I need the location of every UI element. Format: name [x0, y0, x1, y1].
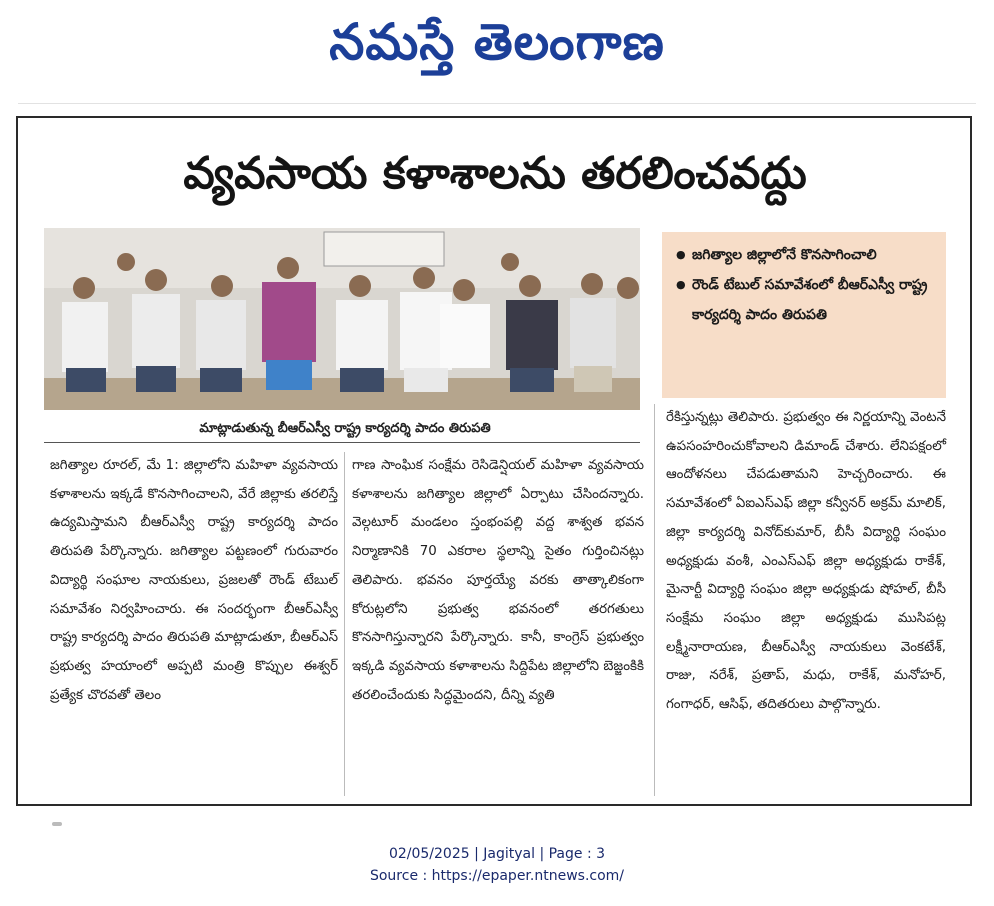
article-photo: [44, 228, 640, 410]
group-photo-illustration: [44, 228, 640, 410]
source-link[interactable]: Source : https://epaper.ntnews.com/: [369, 868, 625, 884]
photo-caption: మాట్లాడుతున్న బీఆర్ఎస్వీ రాష్ట్ర కార్యదర్శి పాదం తిరుపతి: [199, 421, 491, 436]
highlight-item: ● రౌండ్ టేబుల్ సమావేశంలో బీఆర్ఎస్వీ రాష్ట్ర కార్యదర్శి పాదం తిరుపతి: [676, 270, 936, 330]
article-headline: వ్యవసాయ కళాశాలను తరలించవద్దు: [183, 148, 807, 199]
caption-divider: [44, 442, 640, 443]
article-column-3: [666, 404, 946, 720]
article-paragraph: రేకిస్తున్నట్లు తెలిపారు. ప్రభుత్వం ఈ నిర్ణయాన్ని వెంటనే ఉపసంహరించుకోవాలని డిమాండ్ చేశారు. లేనిపక్షంలో ఆందోళనలు చేపడుతామని హెచ్చరించారు. ఈ సమావేశంలో ఏఐఎస్ఎఫ్ జిల్లా కన్వీనర్ అక్రమ్ మాలిక్, జిల్లా కార్యదర్శి వినోద్‌కుమార్, బీసీ విద్యార్థి సంఘం అధ్యక్షుడు వంశీ, ఎంఎస్ఎఫ్ జిల్లా అధ్యక్షుడు రాకేశ్, మైనార్టీ విద్యార్థి సంఘం జిల్లా అధ్యక్షుడు షోహల్, బీసీ సంక్షేమ సంఘం జిల్లా అధ్యక్షుడు ముసిపట్ల లక్ష్మీనారాయణ, బీఆర్ఎస్వీ నాయకులు వెంకటేశ్, రాజు, నరేశ్, ప్రతాప్, మధు, రాకేశ్, మనోహర్, గంగాధర్, ఆసిఫ్, తదితరులు పాల్గొన్నారు.: [666, 410, 946, 713]
column-divider: [654, 404, 655, 796]
edition-info: 02/05/2025 | Jagityal | Page : 3: [388, 846, 606, 862]
page-mark: [52, 822, 62, 826]
article-column-1: [50, 452, 338, 710]
newspaper-masthead: నమస్తే తెలంగాణ: [329, 12, 665, 71]
article-column-2: [352, 452, 644, 710]
masthead-divider: [18, 103, 976, 104]
article-paragraph: గాణ సాంఘిక సంక్షేమ రెసిడెన్షియల్ మహిళా వ్యవసాయ కళాశాలను జగిత్యాల జిల్లాలో ఏర్పాటు చేసిందన్నారు. వెల్గటూర్ మండలం స్తంభంపల్లి వద్ద శాశ్వత భవన నిర్మాణానికి 70 ఎకరాల స్థలాన్ని సైతం గుర్తించినట్లు తెలిపారు. భవనం పూర్తయ్యే వరకు తాత్కాలికంగా కోరుట్లలోని ప్రభుత్వ భవనంలో తరగతులు కొనసాగిస్తున్నారని పేర్కొన్నారు. కానీ, కాంగ్రెస్ ప్రభుత్వం ఇక్కడి వ్యవసాయ కళాశాలను సిద్దిపేట జిల్లాలోని బెజ్జంకికి తరలించేందుకు సిద్ధమైందని, దీన్ని వ్యతి: [352, 458, 644, 703]
column-divider: [344, 452, 345, 796]
highlights-box: [662, 232, 946, 398]
article-paragraph: జగిత్యాల రూరల్, మే 1: జిల్లాలోని మహిళా వ్యవసాయ కళాశాలను ఇక్కడే కొనసాగించాలని, వేరే జిల్లాకు తరలిస్తే ఉద్యమిస్తామని బీఆర్ఎస్వీ రాష్ట్ర కార్యదర్శి పాదం తిరుపతి పేర్కొన్నారు. జగిత్యాల పట్టణంలో గురువారం విద్యార్థి సంఘాల నాయకులు, ప్రజలతో రౌండ్ టేబుల్ సమావేశం నిర్వహించారు. ఈ సందర్భంగా బీఆర్ఎస్వీ రాష్ట్ర కార్యదర్శి పాదం తిరుపతి మాట్లాడుతూ, బీఆర్ఎస్ ప్రభుత్వ హయాంలో అప్పటి మంత్రి కొప్పుల ఈశ్వర్ ప్రత్యేక చొరవతో తెలం: [50, 458, 338, 703]
highlight-item: ● జగిత్యాల జిల్లాలోనే కొనసాగించాలి: [676, 240, 936, 270]
